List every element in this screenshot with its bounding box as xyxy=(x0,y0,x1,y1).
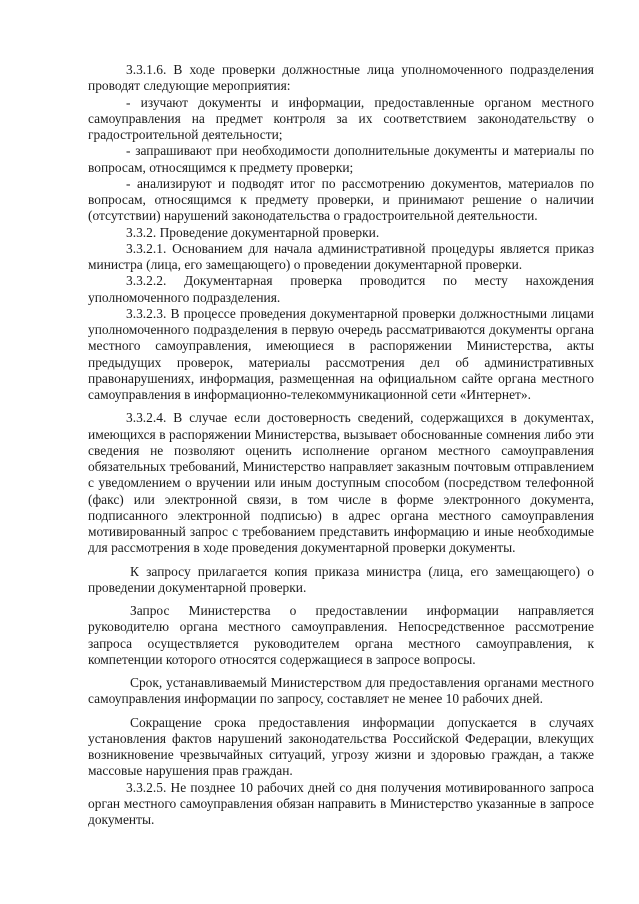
document-body xyxy=(88,62,594,828)
paragraph-3-3-2-5: 3.3.2.5. Не позднее 10 рабочих дней со дня получения мотивированного запроса орган местного самоуправления обязан направить в Министерство указанные в запросе документы. xyxy=(88,779,594,827)
paragraph-response-deadline: Срок, устанавливаемый Министерством для предоставления органами местного самоуправления информации по запросу, составляет не менее 10 рабочих дней. xyxy=(88,675,594,707)
paragraph-request-attachment: К запросу прилагается копия приказа министра (лица, его замещающего) о проведении документарной проверки. xyxy=(88,563,594,595)
paragraph-deadline-reduction: Сокращение срока предоставления информации допускается в случаях установления фактов нарушений законодательства Российской Федерации, влекущих возникновение чрезвычайных ситуаций, угрозу жизни и здоровью граждан, а также массовые нарушения прав граждан. xyxy=(88,714,594,779)
list-item-request-documents: - запрашивают при необходимости дополнительные документы и материалы по вопросам, относящимся к предмету проверки; xyxy=(88,143,594,175)
list-item-study-documents: - изучают документы и информации, предоставленные органом местного самоуправления на предмет контроля за их соответствием законодательству о градостроительной деятельности; xyxy=(88,94,594,142)
paragraph-3-3-2-2: 3.3.2.2. Документарная проверка проводится по месту нахождения уполномоченного подразделения. xyxy=(88,273,594,305)
paragraph-3-3-2-4: 3.3.2.4. В случае если достоверность сведений, содержащихся в документах, имеющихся в распоряжении Министерства, вызывает обоснованные сомнения либо эти сведения не позволяют оценить исполнение органом местного самоуправления обязательных требований, Министерство направляет заказным почтовым отправлением с уведомлением о вручении или иным доступным способом (посредством телефонной (факс) или электронной связи, в том числе в форме электронного документа, подписанного электронной подписью) в адрес органа местного самоуправления мотивированный запрос с требованием представить информацию и иные необходимые для рассмотрения в ходе проведения документарной проверки документы. xyxy=(88,410,594,556)
section-heading-3-3-2: 3.3.2. Проведение документарной проверки. xyxy=(126,224,380,240)
list-item-analyze-documents: - анализируют и подводят итог по рассмотрению документов, материалов по вопросам, относящимся к предмету проверки, и принимают решение о наличии (отсутствии) нарушений законодательства о градостроительной деятельности. xyxy=(88,175,594,224)
paragraph-3-3-1-6: 3.3.1.6. В ходе проверки должностные лица уполномоченного подразделения проводят следующие мероприятия: xyxy=(88,62,594,94)
paragraph-request-recipient: Запрос Министерства о предоставлении информации направляется руководителю органа местного самоуправления. Непосредственное рассмотрение запроса осуществляется руководителем органа местного самоуправления, к компетенции которого относятся содержащиеся в запросе вопросы. xyxy=(88,603,594,667)
paragraph-3-3-2-3: 3.3.2.3. В процессе проведения документарной проверки должностными лицами уполномоченного подразделения в первую очередь рассматриваются документы органа местного самоуправления, имеющиеся в распоряжении Министерства, акты предыдущих проверок, материалы рассмотрения дел об административных правонарушениях, информация, размещенная на официальном сайте органа местного самоуправления в информационно-телекоммуникационной сети «Интернет». xyxy=(88,305,594,402)
paragraph-3-3-2-1: 3.3.2.1. Основанием для начала административной процедуры является приказ министра (лица, его замещающего) о проведении документарной проверки. xyxy=(88,240,594,272)
